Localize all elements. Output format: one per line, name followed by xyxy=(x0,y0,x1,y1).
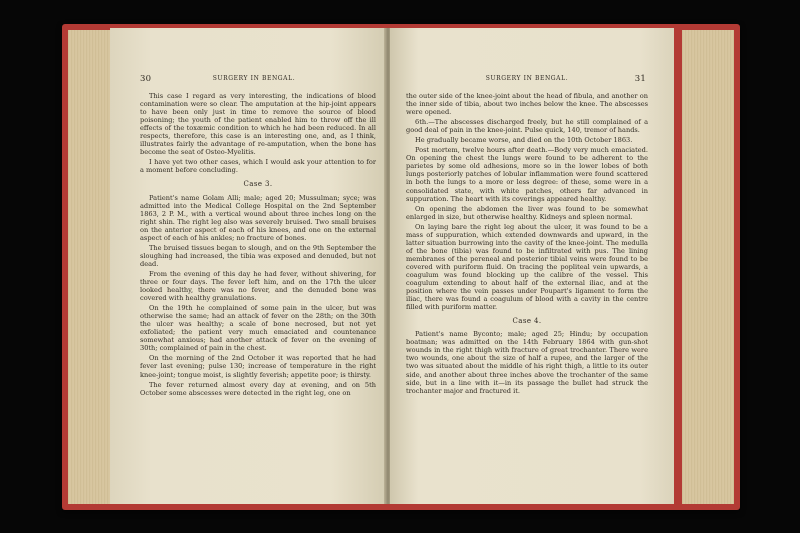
running-title: SURGERY IN BENGAL. xyxy=(485,75,569,82)
paragraph: He gradually became worse, and died on the 10th October 1863. xyxy=(415,136,633,145)
book xyxy=(62,24,740,510)
right-page-text xyxy=(406,92,648,395)
paragraph: The bruised tissues began to slough, and on the 9th September the sloughing had increased, the tibia was exposed and denuded, but not dead. xyxy=(140,243,376,268)
left-page-edges xyxy=(68,30,110,504)
case-heading: Case 4. xyxy=(512,317,542,326)
left-page-text xyxy=(140,92,376,397)
paragraph: the outer side of the knee-joint about the head of fibula, and another on the inner side of tibia, about two inches below the knee. The abscesses were opened. xyxy=(406,92,648,117)
paragraph: This case I regard as very interesting, the indications of blood contamination were so clear. The amputation at the hip-joint appears to have been only just in time to remove the source of blood poisoning; the youth of the patient enabled him to throw off the ill effects of the toxæmic condition to which he had been reduced. In all respects, therefore, this case is an interesting one, and, as I think, illustrates fairly the advantage of re-amputation, when the bone has become the seat of Osteo-Myelitis. xyxy=(140,92,376,157)
paragraph: On the 19th he complained of some pain in the ulcer, but was otherwise the same; had an attack of fever on the 28th; on the 30th the ulcer was healthy; a scale of bone necrosed, but not yet exfoliated; the patient very much emaciated and countenance somewhat anxious; had another attack of fever on the evening of 30th; complained of pain in the chest. xyxy=(140,304,376,353)
case-heading: Case 3. xyxy=(243,180,273,189)
paragraph: On the morning of the 2nd October it was reported that he had fever last evening; pulse 130; increase of temperature in the right knee-joint; tongue moist, is slightly feverish; appetite poor; is thirsty. xyxy=(140,354,376,379)
page-number: 30 xyxy=(140,74,152,84)
left-page xyxy=(110,28,386,504)
left-running-head xyxy=(140,74,368,88)
paragraph: Patient's name Golam Alli; male; aged 20; Mussulman; syce; was admitted into the Medical College Hospital on the 2nd September 1863, 2 P. M., with a vertical wound about three inches long on the right shin. The right leg also was severely bruised. Two small bruises on the anterior aspect of each of his knees, and one on the external aspect of each of his ankles; no fracture of bones. xyxy=(140,193,376,242)
paragraph: 6th.—The abscesses discharged freely, but he still complained of a good deal of pain in the knee-joint. Pulse quick, 140, tremor of hands. xyxy=(406,118,648,135)
right-running-head xyxy=(408,74,646,88)
paragraph: On opening the abdomen the liver was found to be somewhat enlarged in size, but otherwise healthy. Kidneys and spleen normal. xyxy=(406,204,648,221)
running-title: SURGERY IN BENGAL. xyxy=(212,75,296,82)
right-page xyxy=(390,28,674,504)
right-page-edges xyxy=(682,30,734,504)
paragraph: Post mortem, twelve hours after death.—Body very much emaciated. On opening the chest the lungs were found to be adherent to the parietes by some old adhesions, more so in the lower lobes of both lungs posteriorly patches of lobular inflammation were found scattered in both the lungs to a more or less degree: of these, some were in a consolidated state, with white patches, others far advanced in suppuration. The heart with its coverings appeared healthy. xyxy=(406,146,648,203)
paragraph: From the evening of this day he had fever, without shivering, for three or four days. The fever left him, and on the 17th the ulcer looked healthy, there was no fever, and the denuded bone was covered with healthy granulations. xyxy=(140,269,376,303)
paragraph: Patient's name Byconto; male; aged 25; Hindu; by occupation boatman; was admitted on the 14th February 1864 with gun-shot wounds in the right thigh with fracture of great trochanter. There were two wounds, one about the size of half a rupee, and the larger of the two was situated about the middle of his right thigh, a little to its outer side, and another about three inches above the trochanter of the same side, but in a line with it—in its passage the bullet had struck the trochanter major and fractured it. xyxy=(406,330,648,395)
page-number: 31 xyxy=(634,74,646,84)
paragraph: On laying bare the right leg about the ulcer, it was found to be a mass of suppuration, which extended downwards and upward, in the latter situation burrowing into the cavity of the knee-joint. The medulla of the bone (tibia) was found to be infiltrated with pus. The lining membranes of the pereneal and posterior tibial veins were found to be covered with puriform fluid. On tracing the popliteal vein upwards, a coagulum was found blocking up the calibre of the vessel. This coagulum extending to about half of the external iliac, and at the position where the vein passes under Poupart's ligament to form the iliac, there was found a coagulum of blood with a cavity in the centre filled with puriform matter. xyxy=(406,222,648,312)
paragraph: I have yet two other cases, which I would ask your attention to for a moment before concluding. xyxy=(140,158,376,175)
paragraph: The fever returned almost every day at evening, and on 5th October some abscesses were detected in the right leg, one on xyxy=(140,380,376,397)
